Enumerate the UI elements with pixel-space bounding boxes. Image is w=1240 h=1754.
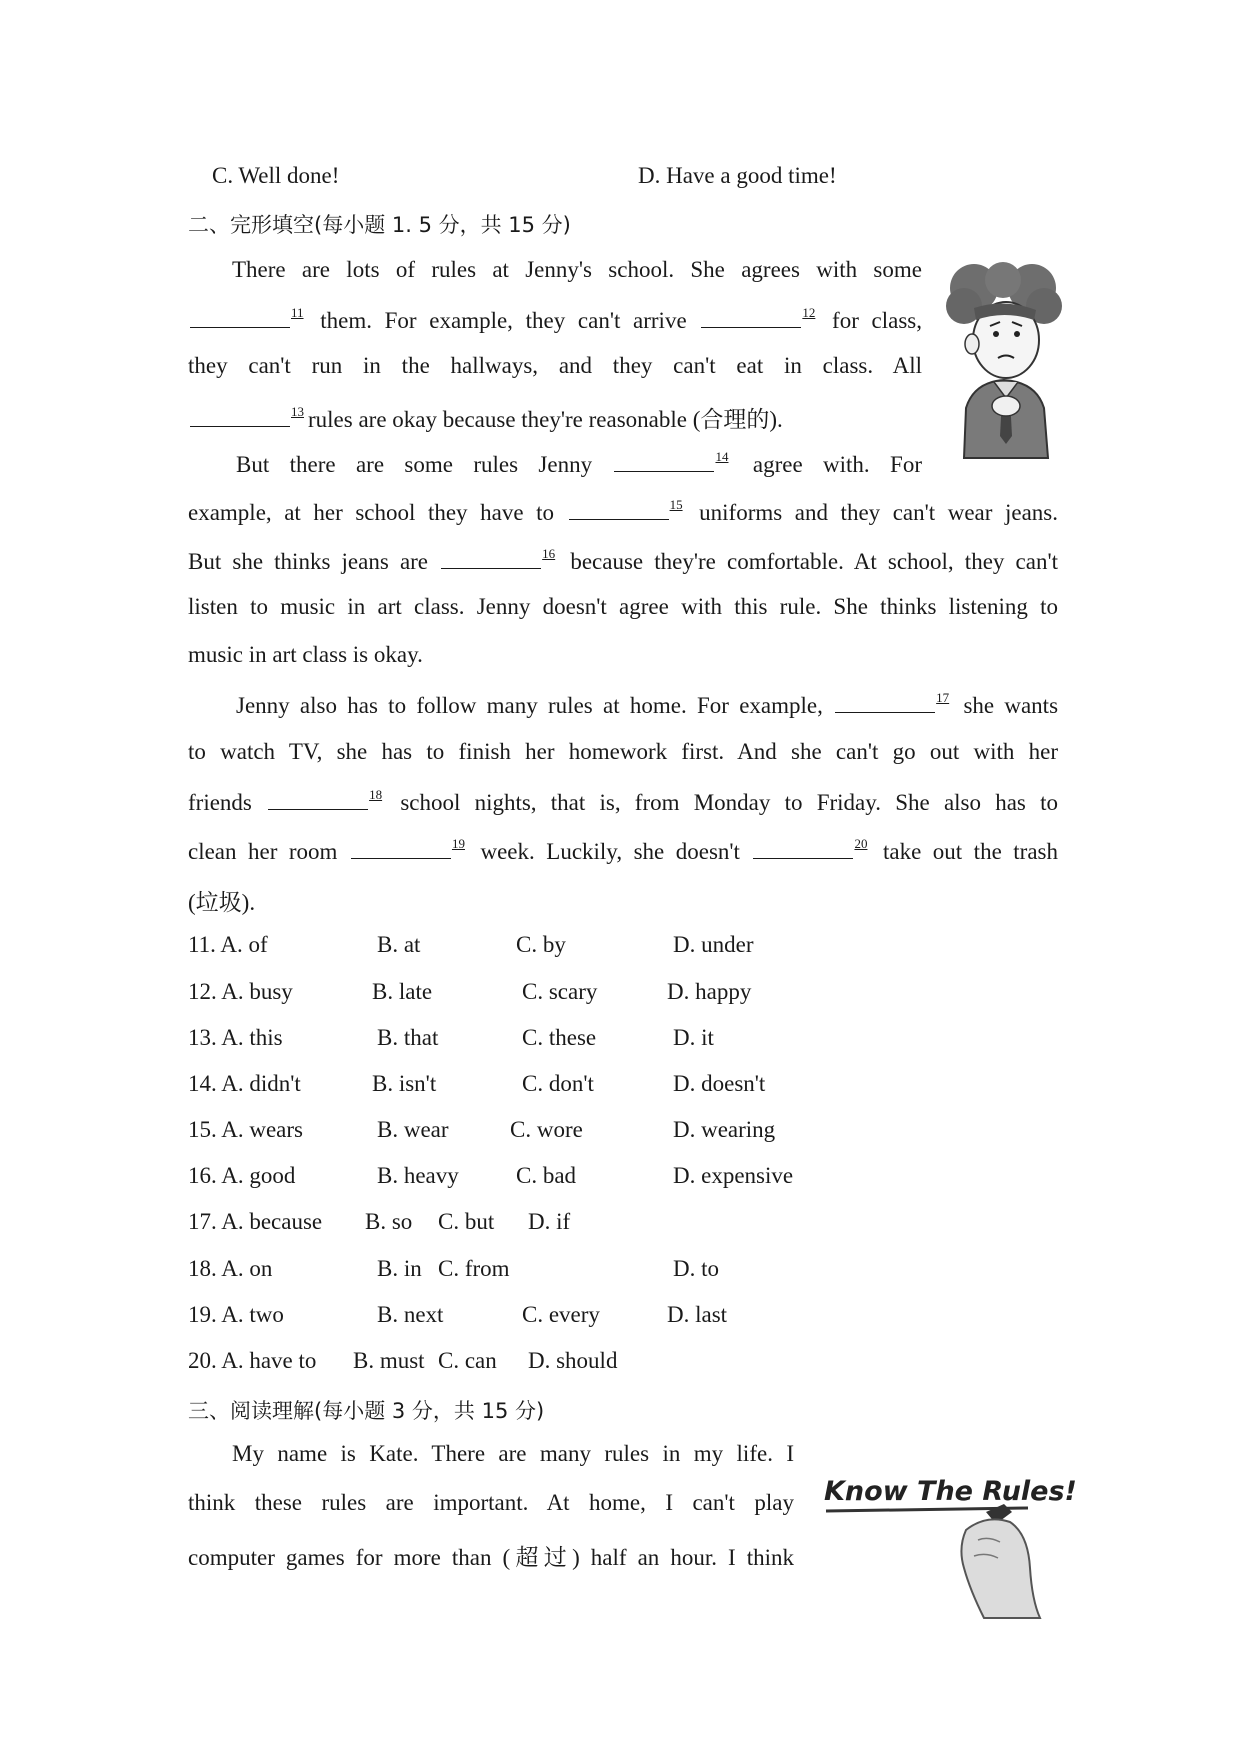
question-row: 14. A. didn't B. isn't C. don't D. doesn't — [188, 1071, 766, 1096]
blank-13 — [190, 408, 290, 427]
p1-line2: $^{11}$ them. For example, they can't arrive $^{12}$ for class, — [188, 305, 922, 334]
question-row: 17. A. because B. so C. but D. if — [188, 1209, 571, 1234]
p1-line3: they can't run in the hallways, and they can't eat in class. All — [188, 353, 922, 378]
sign-lettering: Know The Rules! — [824, 1476, 1077, 1507]
blank-number: 13 — [291, 404, 304, 419]
section2-heading: 二、完形填空(每小题 1. 5 分，共 15 分) — [188, 213, 571, 237]
blank-18 — [268, 791, 368, 810]
blank-number: 19 — [451, 836, 465, 851]
s3-line1: My name is Kate. There are many rules in my life. I — [232, 1441, 794, 1466]
p3-line2: to watch TV, she has to finish her homework first. And she can't go out with her — [188, 739, 1058, 764]
p3-line3: friends $^{18}$ school nights, that is, from Monday to Friday. She also has to — [188, 787, 1058, 815]
p3-line5: (垃圾). — [188, 890, 256, 915]
p3-line1: Jenny also has to follow many rules at home. For example, $^{17}$ she wants — [236, 690, 1059, 718]
question-row: 18. A. on B. in C. from D. to — [188, 1256, 719, 1281]
blank-number: 17 — [936, 690, 950, 705]
blank-number: 14 — [715, 449, 729, 464]
p2-line3: But she thinks jeans are $^{16}$ because they're comfortable. At school, they can't — [188, 546, 1058, 574]
blank-17 — [835, 694, 935, 713]
blank-number: 12 — [802, 305, 816, 320]
p3-line4: clean her room $^{19}$ week. Luckily, she doesn't $^{20}$ take out the trash — [188, 836, 1059, 864]
blank-11 — [190, 309, 290, 328]
p1-line1: There are lots of rules at Jenny's school. She agrees with some — [232, 257, 922, 282]
blank-number: 20 — [854, 836, 868, 851]
blank-number: 18 — [369, 787, 383, 802]
p2-line4: listen to music in art class. Jenny doesn't agree with this rule. She thinks listening to — [188, 594, 1058, 619]
prev-option-d: D. Have a good time! — [638, 163, 837, 188]
blank-12 — [701, 309, 801, 328]
question-row: 15. A. wears B. wear C. wore D. wearing — [188, 1117, 776, 1142]
know-the-rules-illustration — [818, 1464, 1077, 1618]
girl-illustration — [944, 258, 1066, 458]
blank-number: 11 — [291, 305, 304, 320]
blank-19 — [351, 840, 451, 859]
p2-line2: example, at her school they have to $^{15}$ uniforms and they can't wear jeans. — [188, 497, 1059, 525]
question-row: 19. A. two B. next C. every D. last — [188, 1302, 728, 1327]
question-row: 11. A. of B. at C. by D. under — [188, 932, 754, 957]
question-row: 12. A. busy B. late C. scary D. happy — [188, 979, 752, 1004]
question-row: 16. A. good B. heavy C. bad D. expensive — [188, 1163, 794, 1188]
s3-line2: think these rules are important. At home, I can't play — [188, 1490, 794, 1515]
p2-line1: But there are some rules Jenny $^{14}$ agree with. For — [236, 449, 923, 477]
blank-number: 16 — [542, 546, 556, 561]
blank-15 — [569, 501, 669, 520]
blank-16 — [441, 550, 541, 569]
p2-line5: music in art class is okay. — [188, 642, 423, 667]
blank-14 — [614, 453, 714, 472]
blank-number: 15 — [669, 497, 683, 512]
p1-line4: $^{13}$ rules are okay because they're reasonable (合理的). — [188, 401, 922, 434]
section3-heading: 三、阅读理解(每小题 3 分，共 15 分) — [188, 1399, 545, 1423]
prev-option-c: C. Well done! — [212, 163, 340, 188]
question-row: 20. A. have to B. must C. can D. should — [188, 1348, 618, 1373]
question-row: 13. A. this B. that C. these D. it — [188, 1025, 714, 1050]
blank-20 — [753, 840, 853, 859]
s3-line3: computer games for more than (超过) half an hour. I think — [188, 1545, 794, 1570]
